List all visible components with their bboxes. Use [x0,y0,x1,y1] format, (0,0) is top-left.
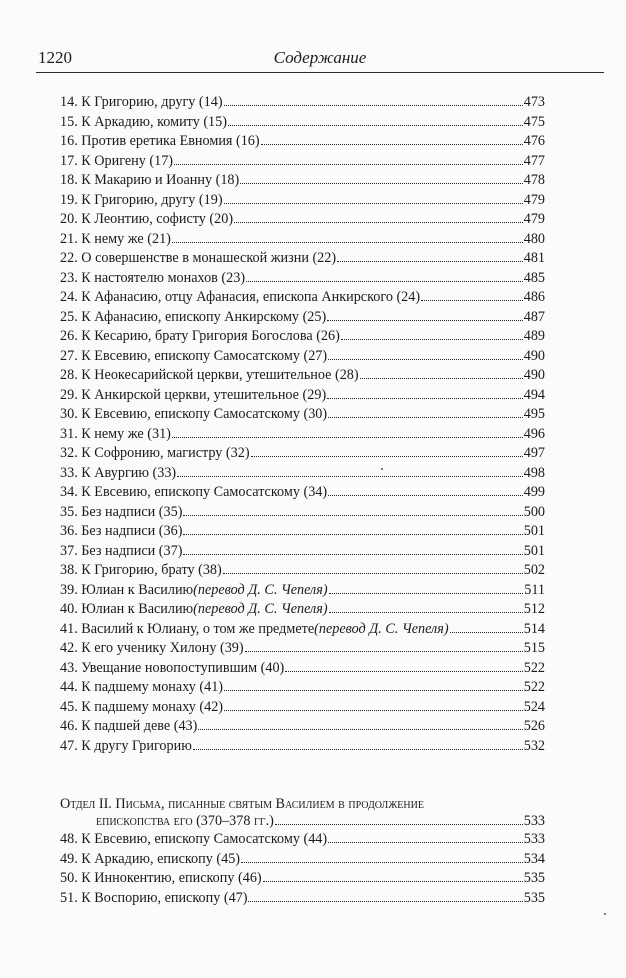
toc-entry [60,678,545,698]
toc-entry-page: 535 [523,889,545,906]
section-heading-title: епископства его (370–378 гг.) [96,813,274,829]
dot-leader [251,455,523,457]
toc-entry-page: 480 [523,230,545,247]
toc-entry-page: 522 [523,679,545,695]
toc-entry-title: 33. К Авургию (33) [60,464,177,481]
dot-leader [328,416,523,418]
toc-entry [60,737,545,757]
toc-entry [60,869,545,889]
toc-entry-title: 17. К Оригену (17) [60,152,174,169]
toc-entry-title: 47. К другу Григорию [60,737,192,754]
dot-leader [183,553,522,555]
toc-entry-page: 535 [523,870,545,886]
dot-leader [337,260,523,262]
section-heading-line2 [60,813,545,830]
toc-entry-title: 45. К падшему монаху (42) [60,698,224,715]
toc-entry [60,698,545,718]
toc-entry [60,405,545,425]
toc-entry [60,889,545,909]
toc-entry-title: 29. К Анкирской церкви, утешительное (29) [60,386,327,403]
dot-leader [327,319,523,321]
toc-entry-page: 500 [523,503,545,520]
toc-entry-title: 20. К Леонтию, софисту (20) [60,211,234,227]
toc-entry-note: (перевод Д. С. Чепеля) [193,601,328,617]
toc-entry-page: 486 [523,289,545,305]
toc-entry-title: 32. К Софронию, магистру (32) [60,445,250,461]
toc-entry [60,600,545,620]
toc-entry [60,366,545,386]
dot-leader [241,861,523,863]
dot-leader [193,748,523,750]
toc-entry [60,503,545,523]
dot-leader [329,592,524,594]
toc-entry [60,659,545,679]
toc-entry [60,327,545,347]
toc-entry [60,639,545,659]
toc-entry-page: 487 [523,308,545,325]
toc-entry [60,191,545,211]
toc-entry [60,269,545,289]
toc-entry-page: 501 [523,542,545,559]
toc-entry-page: 478 [523,172,545,188]
toc-entry-title: 44. К падшему монаху (41) [60,679,224,695]
toc-entry [60,386,545,406]
toc-entry-title: 36. Без надписи (36) [60,523,183,539]
dot-leader [224,709,523,711]
toc-entry [60,717,545,737]
toc-entry-title: 27. К Евсевию, епископу Самосатскому (27) [60,347,328,364]
dot-leader [172,436,523,438]
toc-entry [60,152,545,172]
toc-entry-title: 22. О совершенстве в монашеской жизни (22) [60,250,337,266]
toc-entry-title: 37. Без надписи (37) [60,542,183,559]
toc-entry-title: 51. К Воспорию, епископу (47) [60,889,248,906]
dot-leader [224,689,523,691]
toc-entry-title: 18. К Макарию и Иоанну (18) [60,172,240,188]
toc-entry [60,483,545,503]
dot-leader [174,163,523,165]
toc-entry-title: 25. К Афанасию, епископу Анкирскому (25) [60,308,327,325]
toc-entry-page: 495 [523,406,545,422]
toc-entry [60,464,545,484]
toc-entry-page: 473 [523,94,545,110]
toc-entry [60,171,545,191]
dot-leader [172,241,523,243]
toc-entry [60,620,545,640]
toc-entry [60,249,545,269]
toc-entry-page: 524 [523,698,545,715]
toc-entry-page: 481 [523,250,545,266]
dot-leader [329,611,523,613]
toc-entry [60,113,545,133]
dot-leader [261,143,523,145]
toc-entry-page: 479 [523,211,545,227]
dot-leader [328,494,523,496]
toc-entry-page: 533 [523,831,545,847]
toc-entry-title: 30. К Евсевию, епископу Самосатскому (30) [60,406,328,422]
dot-leader [328,841,523,843]
toc-list-section-2 [60,830,545,908]
toc-entry [60,581,545,601]
dot-leader [341,338,523,340]
toc-entry-page: 501 [523,523,545,539]
dot-leader [421,299,523,301]
print-speck [604,913,606,915]
dot-leader [234,221,523,223]
dot-leader [248,900,522,902]
section-heading-line1: Отдел II. Письма, писанные святым Василием в продолжение [60,796,424,812]
toc-entry [60,93,545,113]
toc-entry [60,561,545,581]
dot-leader [285,670,522,672]
toc-entry-title: 50. К Иннокентию, епископу (46) [60,870,262,886]
toc-entry-note: (перевод Д. С. Чепеля) [193,581,328,598]
toc-entry-page: 502 [523,562,545,578]
toc-entry-page: 532 [523,737,545,754]
toc-entry [60,830,545,850]
toc-entry-title: 31. К нему же (31) [60,425,171,442]
toc-entry [60,850,545,870]
dot-leader [246,280,523,282]
toc-entry-page: 497 [523,445,545,461]
toc-entry-page: 534 [523,850,545,867]
dot-leader [183,514,522,516]
dot-leader [327,397,523,399]
toc-entry-title: 14. К Григорию, другу (14) [60,94,223,110]
toc-entry-title: 19. К Григорию, другу (19) [60,191,223,208]
toc-entry [60,132,545,152]
dot-leader [360,377,523,379]
toc-entry [60,425,545,445]
running-title: Содержание [273,48,367,67]
toc-entry-title: 16. Против еретика Евномия (16) [60,133,260,149]
dot-leader [245,650,523,652]
toc-entry-page: 477 [523,152,545,169]
toc-entry-title: 41. Василий к Юлиану, о том же предмете [60,620,315,637]
section-heading [60,796,545,830]
toc-entry [60,308,545,328]
toc-entry-page: 512 [523,601,545,617]
toc-entry-title: 38. К Григорию, брату (38) [60,562,222,578]
toc-entry-page: 511 [524,581,545,598]
dot-leader [263,880,523,882]
toc-entry-title: 26. К Кесарию, брату Григория Богослова (26) [60,328,340,344]
dot-leader [177,475,523,477]
toc-entry-page: 515 [523,640,545,656]
toc-entry-title: 39. Юлиан к Василию [60,581,194,598]
toc-entry-page: 476 [523,133,545,149]
toc-entry-title: 21. К нему же (21) [60,230,171,247]
toc-entry-title: 49. К Аркадию, епископу (45) [60,850,241,867]
toc-entry [60,347,545,367]
toc-entry-page: 475 [523,113,545,130]
toc-entry-title: 42. К его ученику Хилону (39) [60,640,244,656]
toc-entry [60,230,545,250]
toc-entry-page: 490 [523,367,545,383]
page-number: 1220 [38,48,72,67]
toc-entry-note: (перевод Д. С. Чепеля) [314,620,449,637]
toc-entry-page: 489 [523,328,545,344]
toc-entry-page: 485 [523,269,545,286]
toc-entry-page: 494 [523,386,545,403]
toc-entry-title: 48. К Евсевию, епископу Самосатскому (44) [60,831,328,847]
dot-leader [224,104,523,106]
toc-entry-page: 490 [523,347,545,364]
toc-entry-title: 46. К падшей деве (43) [60,718,198,734]
toc-entry-title: 40. Юлиан к Василию [60,601,194,617]
toc-entry-page: 496 [523,425,545,442]
toc-entry-title: 23. К настоятелю монахов (23) [60,269,246,286]
page-header [36,48,604,73]
toc-entry-page: 514 [523,620,545,637]
dot-leader [198,728,522,730]
dot-leader [224,202,523,204]
dot-leader [223,572,523,574]
toc-entry [60,444,545,464]
toc-entry-title: 43. Увещание новопоступившим (40) [60,659,285,676]
toc-entry-title: 24. К Афанасию, отцу Афанасия, епископа Анкирского (24) [60,289,421,305]
toc-entry [60,210,545,230]
dot-leader [183,533,522,535]
toc-entry [60,288,545,308]
toc-entry-page: 498 [523,464,545,481]
dot-leader [275,823,523,825]
dot-leader [228,124,523,126]
toc-entry-page: 526 [523,718,545,734]
dot-leader [240,182,522,184]
toc-entry-page: 479 [523,191,545,208]
section-page: 533 [523,813,545,829]
toc-entry-page: 499 [523,484,545,500]
toc-entry-page: 522 [523,659,545,676]
toc-list [60,93,545,756]
toc-entry-title: 15. К Аркадию, комиту (15) [60,113,227,130]
toc-entry-title: 35. Без надписи (35) [60,503,183,520]
toc-entry-title: 34. К Евсевию, епископу Самосатскому (34) [60,484,328,500]
print-speck [381,468,383,470]
toc-entry [60,542,545,562]
toc-entry-title: 28. К Неокесарийской церкви, утешительное (28) [60,367,359,383]
toc-entry [60,522,545,542]
dot-leader [328,358,523,360]
dot-leader [450,631,523,633]
